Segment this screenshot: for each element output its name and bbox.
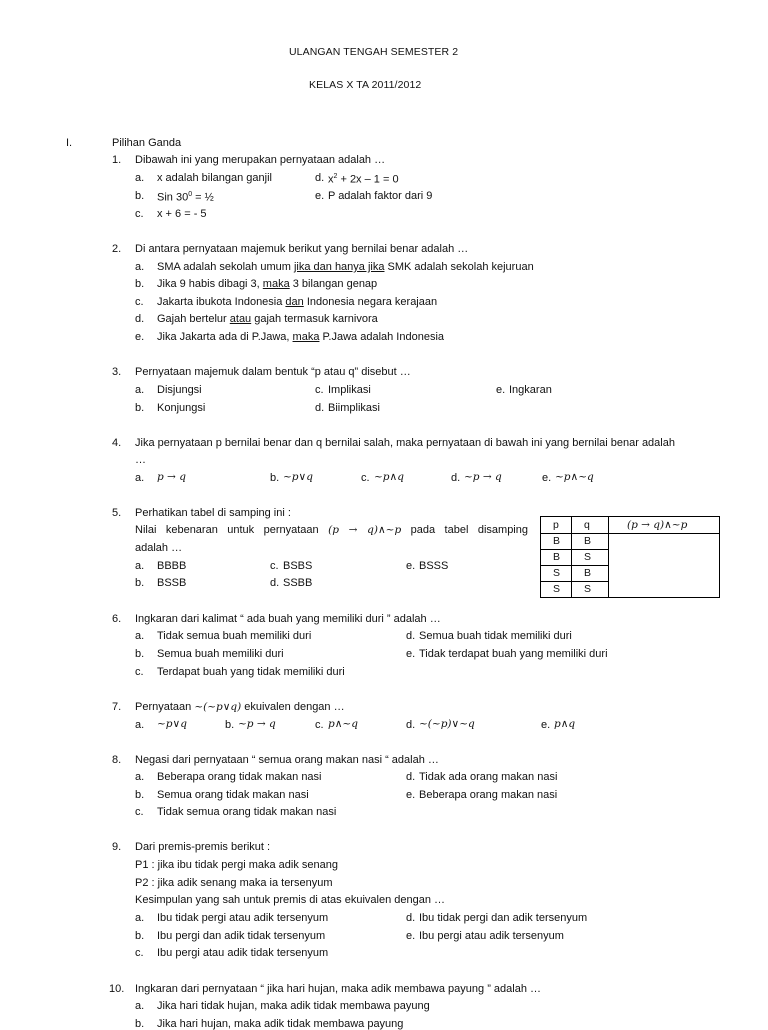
truth-table-row bbox=[541, 550, 720, 566]
truth-table-header-expr: (p → q)∧~p bbox=[609, 517, 720, 534]
q8-letter-c: c. bbox=[135, 806, 144, 818]
q3-number: 3. bbox=[112, 366, 122, 378]
exam-subtitle: KELAS X TA 2011/2012 bbox=[309, 79, 422, 91]
q4-text-cont: … bbox=[135, 454, 146, 466]
q5-line2: adalah … bbox=[135, 542, 183, 554]
q2-letter-b: b. bbox=[135, 278, 145, 290]
q9-premise-2: P2 : jika adik senang maka ia tersenyum bbox=[135, 877, 333, 889]
q4-letter-c: c. bbox=[361, 472, 370, 484]
q4-letter-a: a. bbox=[135, 472, 145, 484]
q9-conclusion-prompt: Kesimpulan yang sah untuk premis di atas ekuivalen dengan … bbox=[135, 894, 446, 906]
q7-option-c: p∧~q bbox=[328, 718, 358, 730]
q9-letter-d: d. bbox=[406, 912, 416, 924]
truth-table-cell-answer bbox=[609, 534, 720, 550]
q2-letter-e: e. bbox=[135, 331, 145, 343]
q5-letter-b: b. bbox=[135, 577, 145, 589]
q7-letter-e: e. bbox=[541, 719, 551, 731]
q1-option-d: $x^2 + 2x - 1 = 0$ bbox=[328, 173, 399, 186]
truth-table-row bbox=[541, 534, 720, 550]
q7-option-d: ~(~p)∨~q bbox=[419, 718, 475, 730]
truth-table-cell-answer bbox=[609, 582, 720, 598]
q7-option-e: p∧q bbox=[554, 718, 576, 730]
q5-option-b: BSSB bbox=[157, 577, 187, 589]
q10-letter-b: b. bbox=[135, 1018, 145, 1030]
q8-letter-b: b. bbox=[135, 789, 145, 801]
truth-table-cell-q: B bbox=[572, 534, 609, 550]
q7-letter-d: d. bbox=[406, 719, 416, 731]
q1-letter-a: a. bbox=[135, 172, 145, 184]
q1-letter-d: d. bbox=[315, 172, 325, 184]
truth-table-cell-q: B bbox=[572, 566, 609, 582]
q3-option-c: Implikasi bbox=[328, 384, 371, 396]
truth-table-cell-answer bbox=[609, 550, 720, 566]
q9-text: Dari premis-premis berikut : bbox=[135, 841, 271, 853]
truth-table-cell-p: B bbox=[541, 550, 572, 566]
section-number: I. bbox=[66, 137, 73, 149]
q1-letter-b: b. bbox=[135, 190, 145, 202]
q9-option-d: Ibu tidak pergi dan adik tersenyum bbox=[419, 912, 588, 924]
q8-letter-a: a. bbox=[135, 771, 145, 783]
q5-option-c: BSBS bbox=[283, 560, 313, 572]
q3-letter-e: e. bbox=[496, 384, 506, 396]
q3-letter-b: b. bbox=[135, 402, 145, 414]
q9-premise-1: P1 : jika ibu tidak pergi maka adik senang bbox=[135, 859, 339, 871]
q10-option-a: Jika hari tidak hujan, maka adik tidak membawa payung bbox=[157, 1000, 430, 1012]
q2-number: 2. bbox=[112, 243, 122, 255]
q1-option-b: Sin $30^0$ = ½ bbox=[157, 191, 214, 204]
q4-number: 4. bbox=[112, 437, 122, 449]
q8-option-a: Beberapa orang tidak makan nasi bbox=[157, 771, 322, 783]
q3-option-a: Disjungsi bbox=[157, 384, 202, 396]
q5-letter-d: d. bbox=[270, 577, 280, 589]
q2-option-b: Jika 9 habis dibagi 3, maka 3 bilangan genap bbox=[157, 278, 378, 290]
q2-text: Di antara pernyataan majemuk berikut yang bernilai benar adalah … bbox=[135, 243, 469, 255]
truth-table-cell-q: S bbox=[572, 550, 609, 566]
truth-table-cell-p: S bbox=[541, 582, 572, 598]
truth-table-header-row bbox=[541, 517, 720, 534]
q2-letter-c: c. bbox=[135, 296, 144, 308]
q3-option-d: Biimplikasi bbox=[328, 402, 380, 414]
q4-option-e: ~p∧~q bbox=[555, 471, 594, 483]
q2-letter-a: a. bbox=[135, 261, 145, 273]
q9-option-e: Ibu pergi atau adik tersenyum bbox=[419, 930, 564, 942]
q8-letter-d: d. bbox=[406, 771, 416, 783]
q5-option-a: BBBB bbox=[157, 560, 187, 572]
truth-table-cell-answer bbox=[609, 566, 720, 582]
q5-letter-a: a. bbox=[135, 560, 145, 572]
q8-number: 8. bbox=[112, 754, 122, 766]
q9-letter-e: e. bbox=[406, 930, 416, 942]
q6-option-a: Tidak semua buah memiliki duri bbox=[157, 630, 312, 642]
q7-letter-a: a. bbox=[135, 719, 145, 731]
q8-option-c: Tidak semua orang tidak makan nasi bbox=[157, 806, 337, 818]
q3-letter-d: d. bbox=[315, 402, 325, 414]
exam-title: ULANGAN TENGAH SEMESTER 2 bbox=[289, 46, 459, 58]
q10-letter-a: a. bbox=[135, 1000, 145, 1012]
q6-text: Ingkaran dari kalimat “ ada buah yang memiliki duri ” adalah … bbox=[135, 613, 441, 625]
q10-number: 10. bbox=[109, 983, 125, 995]
q1-option-a: x adalah bilangan ganjil bbox=[157, 172, 272, 184]
q4-option-c: ~p∧q bbox=[374, 471, 404, 483]
q6-letter-e: e. bbox=[406, 648, 416, 660]
q4-option-d: ~p → q bbox=[464, 471, 502, 483]
q4-letter-b: b. bbox=[270, 472, 280, 484]
q4-letter-e: e. bbox=[542, 472, 552, 484]
section-title: Pilihan Ganda bbox=[112, 137, 182, 149]
q4-letter-d: d. bbox=[451, 472, 461, 484]
q1-text: Dibawah ini yang merupakan pernyataan adalah … bbox=[135, 154, 386, 166]
truth-table-header-q: q bbox=[572, 517, 609, 534]
q5-letter-c: c. bbox=[270, 560, 279, 572]
truth-table-header-p: p bbox=[541, 517, 572, 534]
q9-letter-a: a. bbox=[135, 912, 145, 924]
q10-text: Ingkaran dari pernyataan “ jika hari hujan, maka adik membawa payung ” adalah … bbox=[135, 983, 542, 995]
q1-number: 1. bbox=[112, 154, 122, 166]
q1-letter-e: e. bbox=[315, 190, 325, 202]
q10-option-b: Jika hari hujan, maka adik tidak membawa payung bbox=[157, 1018, 404, 1030]
truth-table-cell-p: S bbox=[541, 566, 572, 582]
q2-option-a: SMA adalah sekolah umum jika dan hanya jika SMK adalah sekolah kejuruan bbox=[157, 261, 534, 273]
q6-letter-a: a. bbox=[135, 630, 145, 642]
q7-letter-c: c. bbox=[315, 719, 324, 731]
q5-line1: Nilai kebenaran untuk pernyataan (p → q)∧~p pada tabel disamping bbox=[135, 524, 528, 536]
truth-table-cell-q: S bbox=[572, 582, 609, 598]
q5-text: Perhatikan tabel di samping ini : bbox=[135, 507, 291, 519]
q4-option-a: p → q bbox=[157, 471, 186, 483]
q6-option-e: Tidak terdapat buah yang memiliki duri bbox=[419, 648, 608, 660]
q8-option-b: Semua orang tidak makan nasi bbox=[157, 789, 309, 801]
truth-table bbox=[540, 516, 720, 598]
q6-number: 6. bbox=[112, 613, 122, 625]
q5-option-e: BSSS bbox=[419, 560, 449, 572]
q6-letter-c: c. bbox=[135, 666, 144, 678]
q4-option-b: ~p∨q bbox=[283, 471, 313, 483]
q6-option-b: Semua buah memiliki duri bbox=[157, 648, 284, 660]
q6-letter-b: b. bbox=[135, 648, 145, 660]
q7-text: Pernyataan ~(~p∨q) ekuivalen dengan … bbox=[135, 701, 345, 713]
q8-option-e: Beberapa orang makan nasi bbox=[419, 789, 558, 801]
q5-option-d: SSBB bbox=[283, 577, 313, 589]
q7-number: 7. bbox=[112, 701, 122, 713]
q3-text: Pernyataan majemuk dalam bentuk “p atau q” disebut … bbox=[135, 366, 411, 378]
q8-letter-e: e. bbox=[406, 789, 416, 801]
q2-letter-d: d. bbox=[135, 313, 145, 325]
q3-letter-c: c. bbox=[315, 384, 324, 396]
q6-option-c: Terdapat buah yang tidak memiliki duri bbox=[157, 666, 345, 678]
q9-option-a: Ibu tidak pergi atau adik tersenyum bbox=[157, 912, 329, 924]
q5-letter-e: e. bbox=[406, 560, 416, 572]
q1-letter-c: c. bbox=[135, 208, 144, 220]
q3-option-e: Ingkaran bbox=[509, 384, 552, 396]
q3-option-b: Konjungsi bbox=[157, 402, 206, 414]
truth-table-row bbox=[541, 582, 720, 598]
q9-option-c: Ibu pergi atau adik tidak tersenyum bbox=[157, 947, 329, 959]
q4-text: Jika pernyataan p bernilai benar dan q bernilai salah, maka pernyataan di bawah ini yang bernilai benar adalah bbox=[135, 437, 675, 449]
q2-option-c: Jakarta ibukota Indonesia dan Indonesia negara kerajaan bbox=[157, 296, 438, 308]
q6-option-d: Semua buah tidak memiliki duri bbox=[419, 630, 572, 642]
q2-option-d: Gajah bertelur atau gajah termasuk karnivora bbox=[157, 313, 378, 325]
q3-letter-a: a. bbox=[135, 384, 145, 396]
q1-option-c: x + 6 = - 5 bbox=[157, 208, 207, 220]
q5-number: 5. bbox=[112, 507, 122, 519]
truth-table-row bbox=[541, 566, 720, 582]
q7-option-b: ~p → q bbox=[238, 718, 276, 730]
q2-option-e: Jika Jakarta ada di P.Jawa, maka P.Jawa adalah Indonesia bbox=[157, 331, 445, 343]
q1-option-e: P adalah faktor dari 9 bbox=[328, 190, 433, 202]
q9-letter-c: c. bbox=[135, 947, 144, 959]
q9-option-b: Ibu pergi dan adik tidak tersenyum bbox=[157, 930, 326, 942]
q7-option-a: ~p∨q bbox=[157, 718, 187, 730]
q9-number: 9. bbox=[112, 841, 122, 853]
q9-letter-b: b. bbox=[135, 930, 145, 942]
truth-table-cell-p: B bbox=[541, 534, 572, 550]
q6-letter-d: d. bbox=[406, 630, 416, 642]
q8-option-d: Tidak ada orang makan nasi bbox=[419, 771, 558, 783]
q7-letter-b: b. bbox=[225, 719, 235, 731]
q8-text: Negasi dari pernyataan “ semua orang makan nasi “ adalah … bbox=[135, 754, 439, 766]
